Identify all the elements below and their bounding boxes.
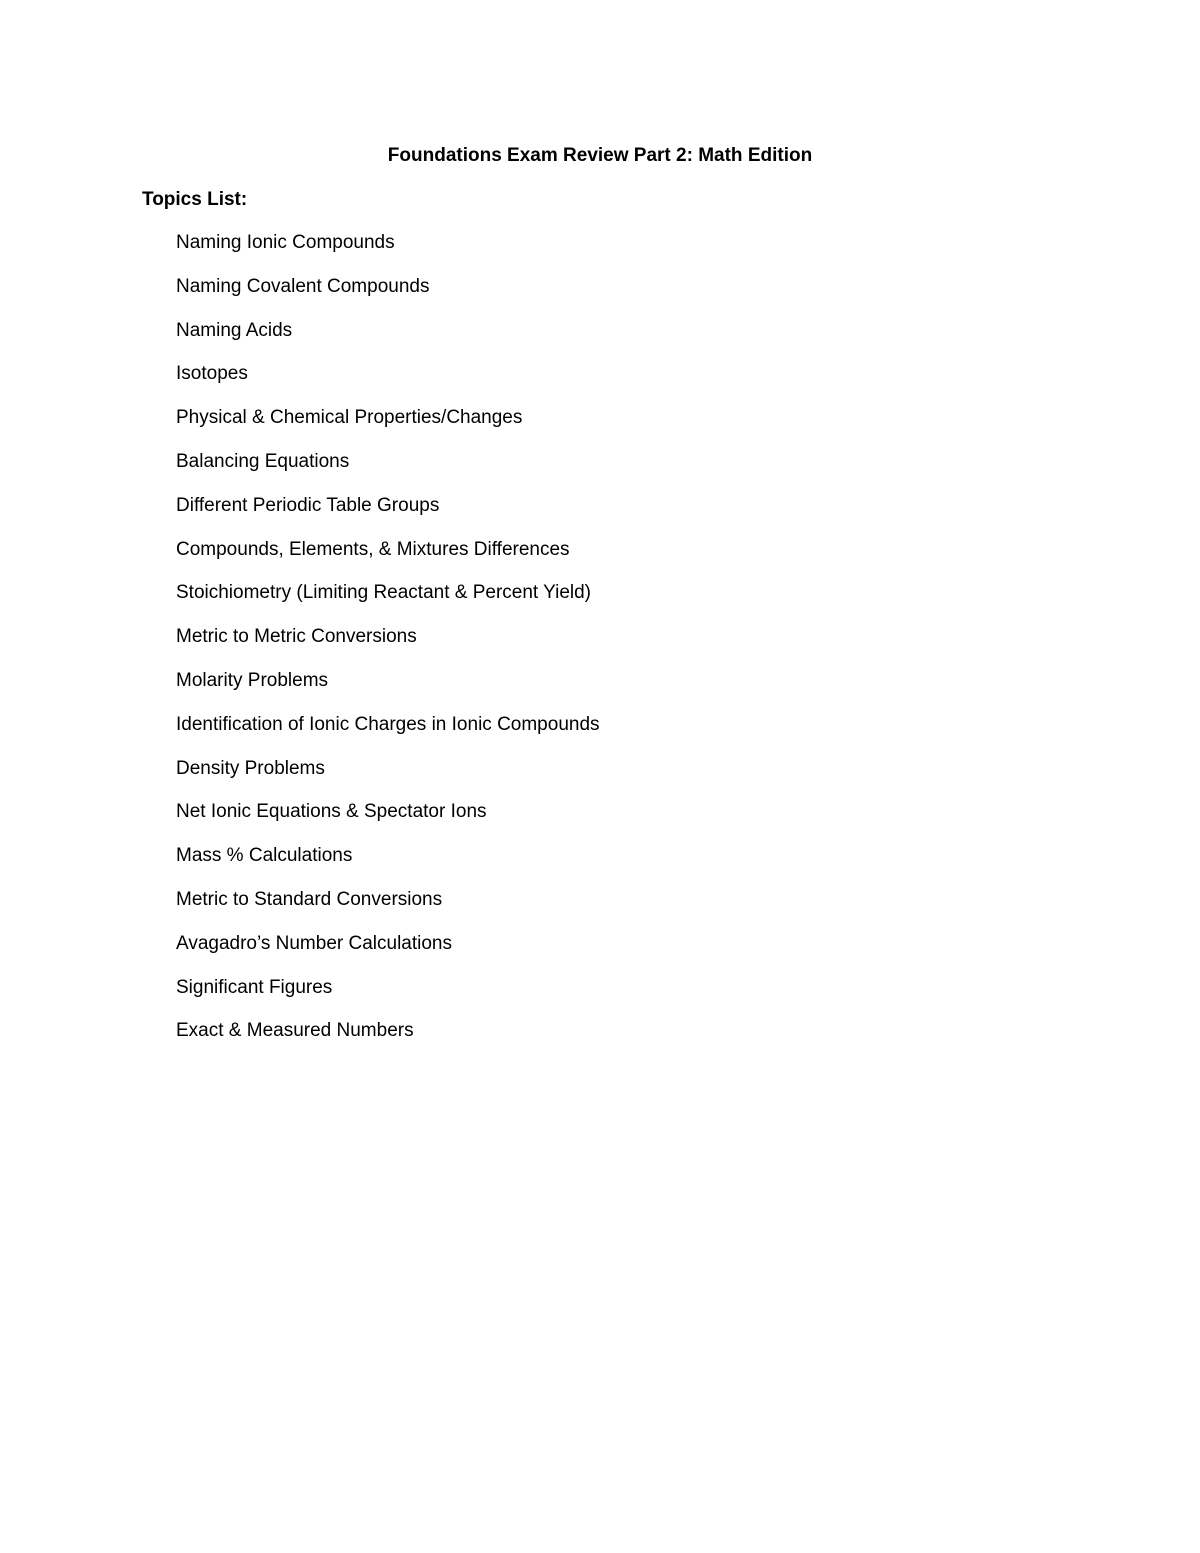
topic-item: Density Problems (176, 757, 325, 779)
topics-list (176, 230, 600, 1062)
topic-item: Exact & Measured Numbers (176, 1020, 414, 1042)
topic-item: Mass % Calculations (176, 845, 353, 867)
topic-item: Stoichiometry (Limiting Reactant & Percent Yield) (176, 582, 592, 604)
topic-item: Net Ionic Equations & Spectator Ions (176, 801, 487, 823)
topic-item: Naming Acids (176, 319, 293, 341)
topic-item: Avagadro’s Number Calculations (176, 932, 453, 954)
topic-item: Molarity Problems (176, 669, 329, 691)
topic-item: Different Periodic Table Groups (176, 494, 440, 516)
topics-heading: Topics List: (142, 189, 248, 210)
topic-item: Metric to Standard Conversions (176, 888, 443, 910)
topic-item: Isotopes (176, 363, 248, 385)
topic-item: Compounds, Elements, & Mixtures Differences (176, 538, 570, 560)
topic-item: Metric to Metric Conversions (176, 626, 417, 648)
topic-item: Naming Covalent Compounds (176, 275, 430, 297)
topic-item: Physical & Chemical Properties/Changes (176, 407, 523, 429)
document-title: Foundations Exam Review Part 2: Math Edition (387, 145, 813, 166)
topic-item: Balancing Equations (176, 450, 350, 472)
topic-item: Significant Figures (176, 976, 333, 998)
topic-item: Naming Ionic Compounds (176, 232, 395, 253)
topic-item: Identification of Ionic Charges in Ionic Compounds (176, 713, 600, 735)
